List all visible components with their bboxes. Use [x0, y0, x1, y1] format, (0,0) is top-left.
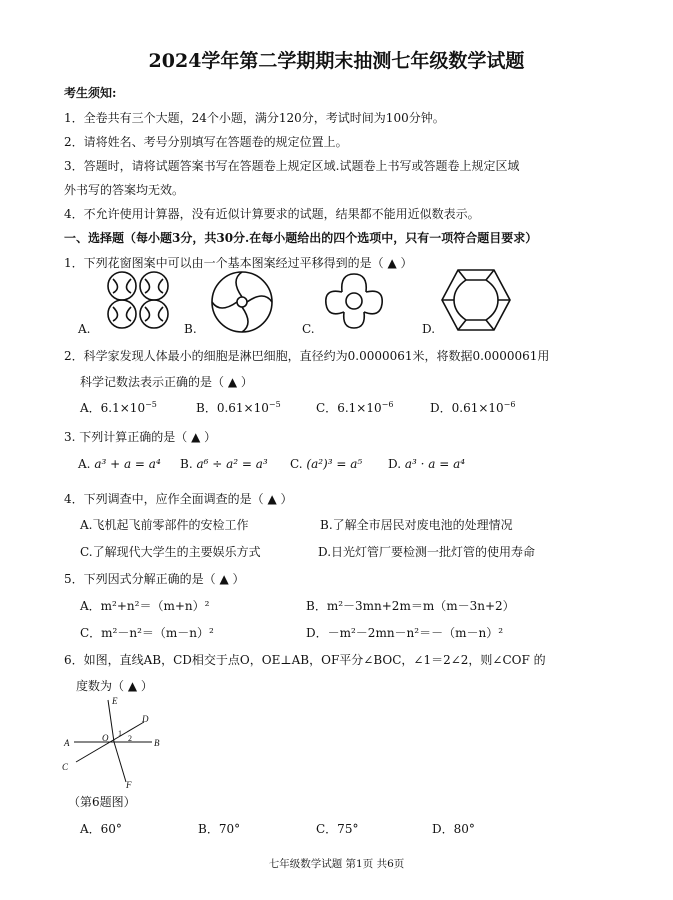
q1-stem: 1．下列花窗图案中可以由一个基本图案经过平移得到的是（ ▲ ） [64, 256, 413, 270]
q6-option-c: C．75° [316, 822, 359, 836]
notice-item-2: 2．请将姓名、考号分别填写在答题卷的规定位置上。 [64, 135, 348, 149]
label-angle-1: 1 [118, 729, 122, 738]
q5-option-b: B．m²－3mn+2m＝m（m－3n+2） [306, 599, 515, 613]
q1-label-b: B. [184, 322, 197, 336]
q3-option-d: D. a³ · a = a⁴ [388, 457, 466, 471]
ray-of [114, 742, 126, 782]
q6-option-d: D．80° [432, 822, 475, 836]
q1-pattern-a-figure [104, 270, 174, 330]
q5-option-d: D．－m²－2mn－n²＝－（m－n）² [306, 626, 504, 640]
label-c: C [62, 762, 69, 772]
q2-stem-line1: 2．科学家发现人体最小的细胞是淋巴细胞，直径约为0.0000061米，将数据0.0000061用 [64, 349, 550, 363]
notice-item-4: 4．不允许使用计算器，没有近似计算要求的试题，结果都不能用近似数表示。 [64, 207, 480, 221]
q2-option-d: D．$0.61\times 10^{-6}$ [430, 400, 516, 415]
q4-stem: 4．下列调查中，应作全面调查的是（ ▲ ） [64, 492, 293, 506]
q4-option-d: D.日光灯管厂要检测一批灯管的使用寿命 [318, 545, 536, 559]
q6-stem-line1: 6．如图，直线AB，CD相交于点O，OE⊥AB，OF平分∠BOC，∠1＝2∠2，则∠COF 的 [64, 653, 546, 667]
q1-pattern-c-figure [322, 270, 386, 332]
q5-stem: 5．下列因式分解正确的是（ ▲ ） [64, 572, 245, 586]
q2-option-c: C．$6.1\times 10^{-6}$ [316, 400, 394, 415]
q1-pattern-b-figure [210, 270, 274, 334]
q5-option-a: A．m²+n²＝（m+n）² [80, 599, 210, 613]
q1-label-c: C. [302, 322, 315, 336]
q3-option-a: A. a³ + a = a⁴ [78, 457, 161, 471]
q4-option-c: C.了解现代大学生的主要娱乐方式 [80, 545, 261, 559]
q1-label-d: D. [422, 322, 436, 336]
label-d: D [142, 714, 149, 724]
q6-stem-line2: 度数为（ ▲ ） [76, 679, 153, 693]
q6-caption: （第6题图） [68, 795, 136, 809]
notice-item-3-cont: 外书写的答案均无效。 [64, 183, 185, 197]
q3-stem: 3. 下列计算正确的是（ ▲ ） [64, 430, 217, 444]
q6-option-b: B．70° [198, 822, 241, 836]
q2-stem-line2: 科学记数法表示正确的是（ ▲ ） [80, 375, 253, 389]
q6-option-a: A．60° [80, 822, 122, 836]
notice-item-3: 3．答题时，请将试题答案书写在答题卷上规定区域.试题卷上书写或答题卷上规定区域 [64, 159, 520, 173]
q1-label-a: A. [78, 322, 91, 336]
q6-figure [60, 692, 170, 792]
label-angle-2: 2 [128, 734, 132, 743]
section-heading: 一、选择题（每小题3分，共30分.在每小题给出的四个选项中，只有一项符合题目要求） [64, 231, 538, 245]
label-b: B [154, 738, 160, 748]
notice-heading: 考生须知: [64, 86, 117, 100]
q2-option-a: A．$6.1\times 10^{-5}$ [80, 400, 157, 415]
page-title: 2024学年第二学期期末抽测七年级数学试题 [148, 50, 525, 72]
q3-option-c: C. (a²)³ = a⁵ [290, 457, 363, 471]
ray-oe [108, 700, 114, 742]
label-e: E [112, 696, 118, 706]
q5-option-c: C．m²－n²＝（m－n）² [80, 626, 214, 640]
page-footer: 七年级数学试题 第1页 共6页 [268, 858, 405, 870]
q1-pattern-d-figure [440, 268, 512, 332]
q3-option-b: B. a⁶ ÷ a² = a³ [180, 457, 268, 471]
notice-item-1: 1．全卷共有三个大题，24个小题，满分120分，考试时间为100分钟。 [64, 111, 445, 125]
label-a: A [64, 738, 70, 748]
label-f: F [126, 780, 132, 790]
q4-option-a: A.飞机起飞前零部件的安检工作 [80, 518, 249, 532]
q4-option-b: B.了解全市居民对废电池的处理情况 [320, 518, 513, 532]
label-o: O [102, 733, 109, 743]
q2-option-b: B．$0.61\times 10^{-5}$ [196, 400, 281, 415]
